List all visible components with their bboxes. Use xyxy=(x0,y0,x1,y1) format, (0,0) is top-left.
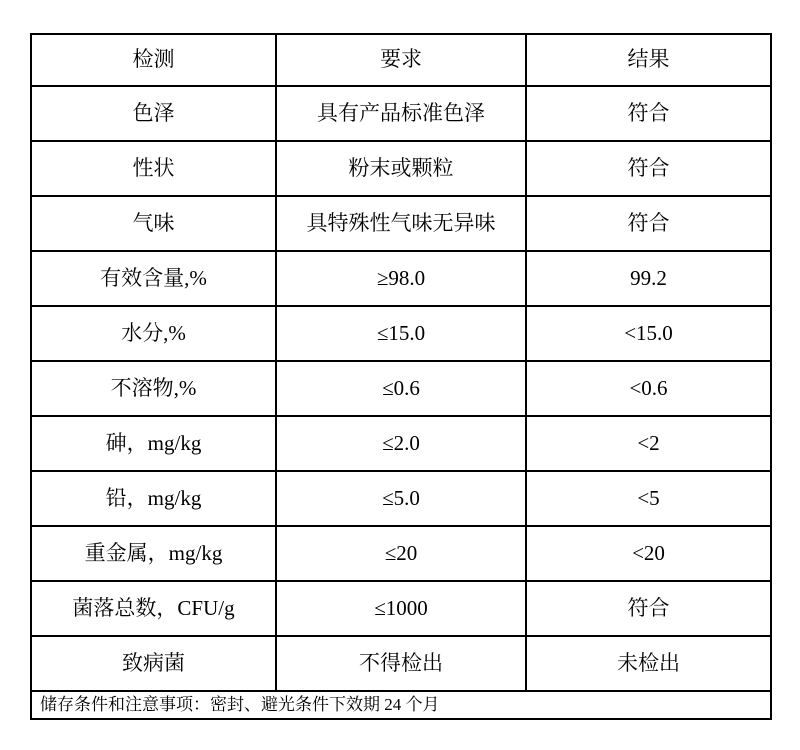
header-row xyxy=(31,34,771,86)
cell-test: 菌落总数，CFU/g xyxy=(31,581,276,636)
table-row xyxy=(31,581,771,636)
table-row xyxy=(31,636,771,691)
cell-result: <5 xyxy=(526,471,771,526)
table-row xyxy=(31,306,771,361)
cell-test: 水分,% xyxy=(31,306,276,361)
cell-result: 符合 xyxy=(526,581,771,636)
cell-test: 砷，mg/kg xyxy=(31,416,276,471)
inspection-table xyxy=(30,33,772,720)
cell-test: 性状 xyxy=(31,141,276,196)
cell-result: 符合 xyxy=(526,141,771,196)
cell-test: 色泽 xyxy=(31,86,276,141)
cell-result: 符合 xyxy=(526,196,771,251)
cell-result: <20 xyxy=(526,526,771,581)
cell-result: <2 xyxy=(526,416,771,471)
cell-requirement: ≤15.0 xyxy=(276,306,526,361)
column-header-requirement: 要求 xyxy=(276,34,526,86)
table-row xyxy=(31,416,771,471)
table-row xyxy=(31,141,771,196)
cell-requirement: ≥98.0 xyxy=(276,251,526,306)
cell-test: 不溶物,% xyxy=(31,361,276,416)
cell-requirement: ≤2.0 xyxy=(276,416,526,471)
cell-test: 有效含量,% xyxy=(31,251,276,306)
note-row xyxy=(31,691,771,719)
table-row xyxy=(31,361,771,416)
cell-requirement: 具有产品标准色泽 xyxy=(276,86,526,141)
cell-requirement: 粉末或颗粒 xyxy=(276,141,526,196)
cell-requirement: ≤1000 xyxy=(276,581,526,636)
table-row xyxy=(31,251,771,306)
cell-requirement: ≤0.6 xyxy=(276,361,526,416)
table-row xyxy=(31,471,771,526)
column-header-test: 检测 xyxy=(31,34,276,86)
table-body xyxy=(31,86,771,691)
cell-requirement: 具特殊性气味无异味 xyxy=(276,196,526,251)
cell-test: 气味 xyxy=(31,196,276,251)
cell-result: 符合 xyxy=(526,86,771,141)
cell-test: 铅，mg/kg xyxy=(31,471,276,526)
table-row xyxy=(31,196,771,251)
column-header-result: 结果 xyxy=(526,34,771,86)
cell-result: <0.6 xyxy=(526,361,771,416)
storage-note: 储存条件和注意事项：密封、避光条件下效期 24 个月 xyxy=(31,691,771,719)
cell-requirement: ≤20 xyxy=(276,526,526,581)
cell-result: 未检出 xyxy=(526,636,771,691)
cell-requirement: 不得检出 xyxy=(276,636,526,691)
cell-result: <15.0 xyxy=(526,306,771,361)
cell-test: 重金属，mg/kg xyxy=(31,526,276,581)
cell-test: 致病菌 xyxy=(31,636,276,691)
cell-requirement: ≤5.0 xyxy=(276,471,526,526)
cell-result: 99.2 xyxy=(526,251,771,306)
table-row xyxy=(31,86,771,141)
table-row xyxy=(31,526,771,581)
